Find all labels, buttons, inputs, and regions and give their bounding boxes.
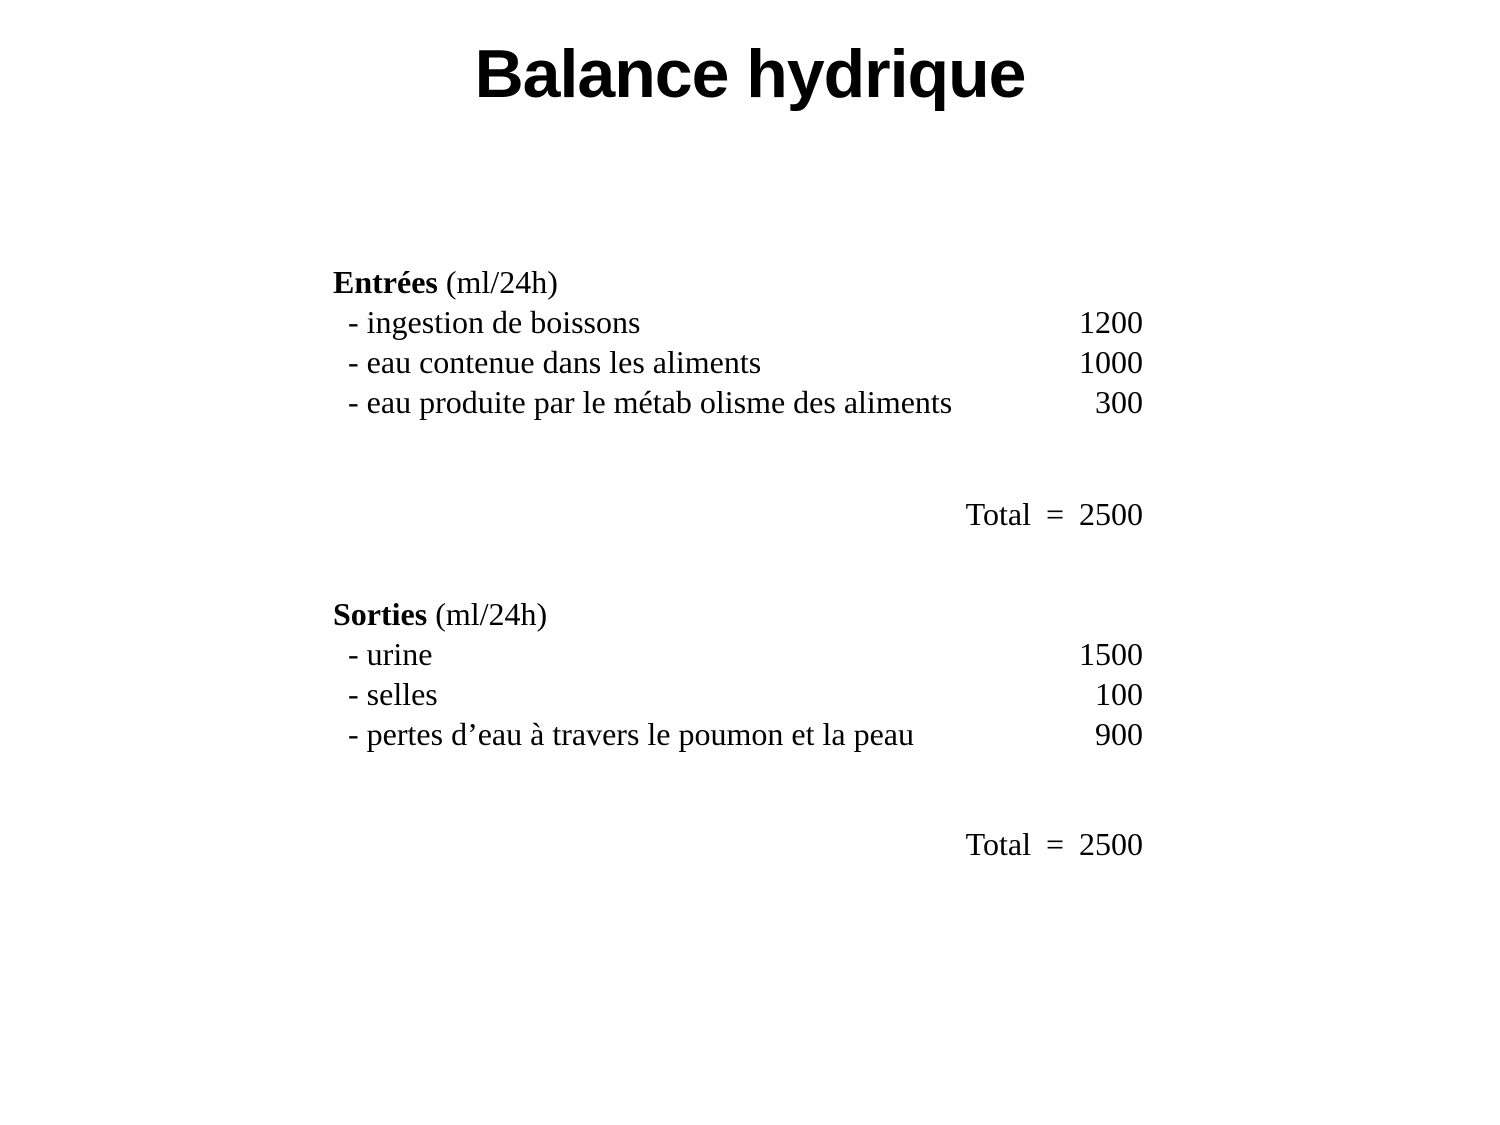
entrees-total — [333, 494, 1143, 534]
row-label: - ingestion de boissons — [348, 304, 641, 340]
sorties-header-unit: (ml/24h) — [427, 596, 548, 632]
table-row — [333, 674, 1143, 714]
total-label: Total — [965, 496, 1031, 532]
row-value: 900 — [1095, 716, 1143, 752]
row-label: - selles — [348, 676, 438, 712]
table-row — [333, 342, 1143, 382]
table-row — [333, 634, 1143, 674]
table-row — [333, 302, 1143, 342]
row-value: 300 — [1095, 384, 1143, 420]
entrees-section — [333, 262, 1143, 422]
total-label: Total — [965, 826, 1031, 862]
sorties-header-title: Sorties — [333, 596, 428, 632]
entrees-header-title: Entrées — [333, 264, 438, 300]
sorties-header — [333, 594, 1143, 634]
total-value: 2500 — [1079, 496, 1143, 532]
row-label: - eau contenue dans les aliments — [348, 344, 762, 380]
table-row — [333, 382, 1143, 422]
entrees-header-unit: (ml/24h) — [437, 264, 558, 300]
sorties-total — [333, 824, 1143, 864]
row-value: 1500 — [1079, 636, 1143, 672]
row-value: 1200 — [1079, 304, 1143, 340]
row-value: 1000 — [1079, 344, 1143, 380]
equals-sign: = — [1045, 496, 1064, 532]
entrees-header — [333, 262, 1143, 302]
table-row — [333, 714, 1143, 754]
row-label: - urine — [348, 636, 433, 672]
row-value: 100 — [1095, 676, 1143, 712]
slide-title: Balance hydrique — [474, 36, 1026, 112]
row-label: - pertes d’eau à travers le poumon et la peau — [348, 716, 914, 752]
sorties-section — [333, 594, 1143, 754]
row-label: - eau produite par le métab olisme des aliments — [348, 384, 953, 420]
equals-sign: = — [1045, 826, 1064, 862]
total-value: 2500 — [1079, 826, 1143, 862]
